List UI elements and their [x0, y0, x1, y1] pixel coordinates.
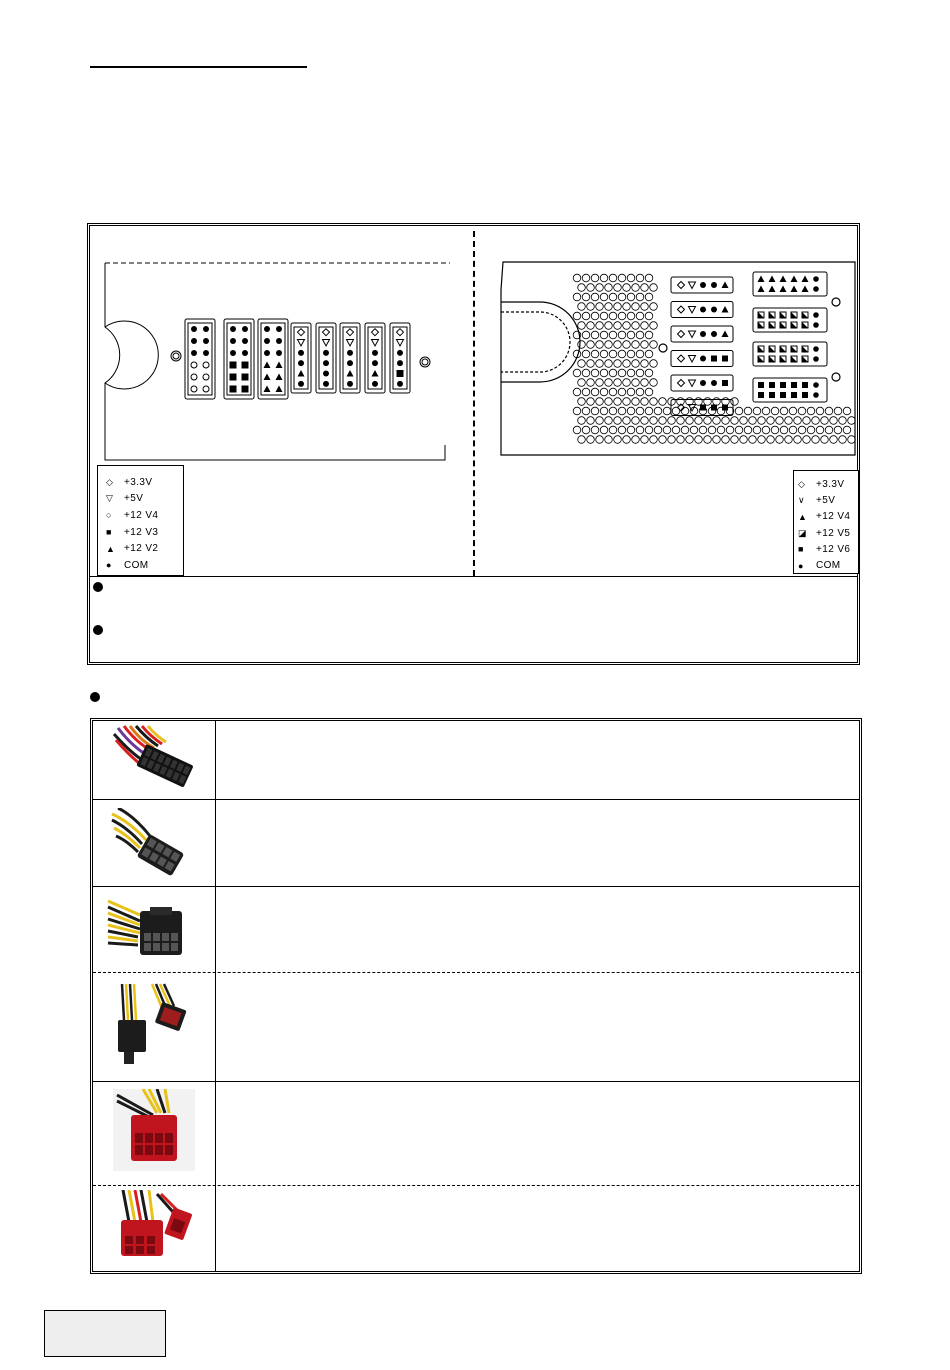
table-row-divider-dashed	[93, 1185, 859, 1186]
cable-table	[90, 718, 862, 1274]
circle-outline-icon: ○	[106, 510, 112, 521]
legend-row-12v3	[106, 524, 183, 541]
legend-label: +12 V2	[124, 543, 159, 555]
table-row-divider	[93, 1081, 859, 1082]
legend-row-3v3	[798, 476, 858, 492]
voltage-legend-left	[97, 465, 184, 576]
legend-label: +12 V4	[124, 509, 159, 521]
filled-circle-icon: ●	[798, 560, 804, 571]
left-modular-panel-drawing	[95, 255, 465, 470]
diamond-icon: ◇	[106, 476, 113, 487]
legend-label: +3.3V	[816, 478, 845, 490]
square-icon: ■	[106, 527, 112, 538]
pcie-8-pin-connector-photo	[113, 1089, 195, 1171]
bullet-icon	[90, 692, 100, 702]
page-title-underline	[90, 66, 307, 68]
diamond-icon: ◇	[798, 478, 805, 489]
legend-label: +3.3V	[124, 476, 153, 488]
diagram-divider	[473, 231, 475, 576]
legend-label: +12 V6	[816, 543, 851, 555]
page-number-box	[44, 1310, 166, 1357]
legend-row-5v	[798, 492, 858, 508]
legend-label: +12 V3	[124, 526, 159, 538]
table-row-divider-dashed	[93, 972, 859, 973]
8-pin-connector-photo	[106, 893, 188, 963]
legend-row-5v	[106, 491, 183, 508]
right-modular-panel-drawing	[495, 250, 860, 465]
voltage-legend-right	[793, 470, 859, 574]
legend-label: COM	[816, 560, 841, 572]
legend-label: +12 V5	[816, 527, 851, 539]
v-icon: ∨	[798, 494, 805, 505]
legend-label: COM	[124, 559, 149, 571]
legend-row-com	[798, 557, 858, 573]
triangle-down-icon: ▽	[106, 493, 113, 504]
legend-row-com	[106, 557, 183, 574]
legend-row-12v5	[798, 525, 858, 541]
square-icon: ■	[798, 544, 804, 555]
triangle-up-icon: ▲	[106, 543, 115, 554]
diagram-notes-divider	[90, 576, 858, 577]
table-row-divider	[93, 886, 859, 887]
legend-label: +5V	[816, 494, 836, 506]
legend-row-12v2	[106, 540, 183, 557]
legend-label: +5V	[124, 493, 144, 505]
cable-table-column-divider	[215, 721, 216, 1272]
legend-row-12v6	[798, 541, 858, 557]
bullet-icon	[93, 625, 103, 635]
bullet-icon	[93, 582, 103, 592]
legend-row-12v4	[798, 509, 858, 525]
pcie-6-plus-2-pin-connector-photo	[113, 1190, 201, 1266]
legend-label: +12 V4	[816, 511, 851, 523]
8-pin-eps-connector-photo	[110, 808, 190, 878]
triangle-up-icon: ▲	[798, 511, 807, 522]
half-square-icon: ◪	[798, 527, 807, 538]
legend-row-12v4	[106, 507, 183, 524]
legend-row-3v3	[106, 474, 183, 491]
24-pin-atx-connector-photo	[110, 724, 200, 792]
filled-circle-icon: ●	[106, 560, 112, 571]
4-plus-4-pin-connector-photo	[110, 980, 190, 1068]
table-row-divider	[93, 799, 859, 800]
